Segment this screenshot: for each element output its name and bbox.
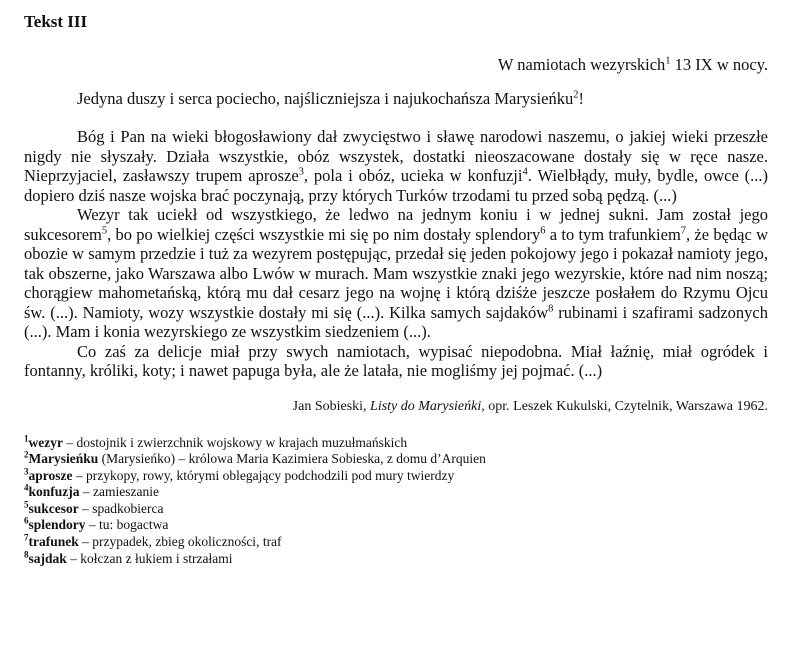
footnote-term: wezyr <box>28 434 63 450</box>
footnote-definition: – tu: bogactwa <box>85 517 169 533</box>
footnote-definition: – przypadek, zbieg okoliczności, traf <box>78 534 282 550</box>
greeting-end: ! <box>578 89 584 108</box>
letter-paragraph <box>24 342 768 381</box>
footnote-definition: – spadkobierca <box>78 500 164 516</box>
footnote-ref: 5 <box>101 225 108 236</box>
footnotes-list <box>24 435 768 568</box>
footnote-ref: 1 <box>665 55 671 67</box>
paragraph-text: , pola i obóz, ucieka w konfuzji <box>303 166 523 185</box>
footnote-item <box>24 435 768 452</box>
footnote-term: sukcesor <box>28 500 79 516</box>
paragraph-text: Co zaś za delicje miał przy swych namiotach, wypisać niepodobna. Miał łaźnię, miał ogródek i fontanny, króliki, koty; i nawet papuga była, ale że latała, nie mogliśmy jej pojmać. (...) <box>24 341 768 380</box>
footnote-item <box>24 517 768 534</box>
footnote-number: 4 <box>24 482 29 493</box>
paragraph-text: Bóg i Pan na wieki błogosławiony dał zwycięstwo i sławę narodowi naszemu, o jakiej wieki przeszłe nigdy nie słyszały. Działa wszystkie, obóz wszystek, dostatki nieoszacowane dostały się w ręce nasze. Nieprzyjaciel, zasławszy trupem aprosze <box>24 127 768 185</box>
footnote-number: 6 <box>24 515 29 526</box>
footnote-term: sajdak <box>28 550 67 566</box>
footnote-number: 7 <box>24 532 29 543</box>
source-author: Jan Sobieski, <box>292 398 371 414</box>
footnote-definition: – kołczan z łukiem i strzałami <box>66 550 233 566</box>
source-publisher: opr. Leszek Kukulski, Czytelnik, Warszawa 1962. <box>484 398 768 414</box>
footnote-item <box>24 451 768 468</box>
paragraph-text: , bo po wielkiej części wszystkie mi się po nim dostały splendory <box>107 224 541 244</box>
footnote-term: Marysieńku <box>28 451 99 467</box>
footnote-item <box>24 484 768 501</box>
paragraph-text: . Wielbłądy, muły, bydle, owce (...) dopiero dziś nasze wojska brać poczynają, przy których Turków trzodami tu przed sobą pędzą. (...) <box>24 166 769 205</box>
footnote-term: trafunek <box>28 534 79 550</box>
source-citation <box>24 399 768 415</box>
letter-body <box>24 127 768 381</box>
document-page <box>24 12 768 567</box>
footnote-number: 2 <box>24 449 29 460</box>
footnote-term: konfuzja <box>28 484 80 500</box>
letter-greeting <box>24 89 768 111</box>
footnote-item <box>24 501 768 518</box>
footnote-number: 5 <box>24 499 29 510</box>
letter-paragraph <box>24 205 768 342</box>
footnote-item <box>24 551 768 568</box>
paragraph-text: Wezyr tak uciekł od wszystkiego, że ledwo na jednym koniu i w jednej sukni. Jam został jego sukcesorem <box>24 205 768 244</box>
footnote-definition: (Marysieńko) – królowa Maria Kazimiera Sobieska, z domu d’Arquien <box>98 451 486 467</box>
footnote-definition: – dostojnik i zwierzchnik wojskowy w krajach muzułmańskich <box>62 434 408 450</box>
footnote-number: 3 <box>24 466 29 477</box>
place-text: W namiotach wezyrskich <box>497 55 666 74</box>
paragraph-text: a to tym trafunkiem <box>545 224 681 244</box>
footnote-ref: 4 <box>522 166 528 178</box>
footnote-number: 1 <box>24 433 29 443</box>
footnote-ref: 7 <box>680 225 687 236</box>
footnote-definition: – przykopy, rowy, którymi oblegający podchodzili pod mury twierdzy <box>72 467 455 483</box>
source-title: Listy do Marysieńki, <box>370 398 485 414</box>
footnote-number: 8 <box>24 549 29 560</box>
footnote-ref: 8 <box>548 303 554 314</box>
footnote-ref: 2 <box>573 89 579 101</box>
footnote-definition: – zamieszanie <box>79 484 159 500</box>
footnote-term: aprosze <box>28 467 73 483</box>
date-text: 13 IX w nocy. <box>670 55 768 74</box>
letter-place-date <box>24 55 768 77</box>
greeting-text: Jedyna duszy i serca pociecho, najśliczniejsza i najukochańsza Marysieńku <box>77 89 574 108</box>
footnote-ref: 6 <box>540 225 546 236</box>
paragraph-text: , że będąc w obozie w samym przedzie i tuż za wezyrem postępując, przedał się jeden pokojowy jego i pokazał namioty jego, tak obszerne, jako Warszawa albo Lwów w murach. Mam wszystkie znaki jego wezyrskie, które nad nim noszą; chorągiew mahometańską, którą mu dał cesarz jego na wojnę i którą dziśże jeszcze posłałem do Rzymu Ojcu św. (...). Namioty, wozy wszystkie dostały mi się (...). Kilka samych sajdaków <box>24 224 768 322</box>
footnote-ref: 3 <box>298 166 304 178</box>
footnote-term: splendory <box>28 517 86 533</box>
footnote-item <box>24 534 768 551</box>
footnote-item <box>24 468 768 485</box>
paragraph-text: rubinami i szafirami sadzonych (...). Mam i konia wezyrskiego ze wszystkim siedzeniem (...). <box>24 302 768 341</box>
letter-paragraph <box>24 127 768 205</box>
text-heading: Tekst III <box>24 12 88 31</box>
